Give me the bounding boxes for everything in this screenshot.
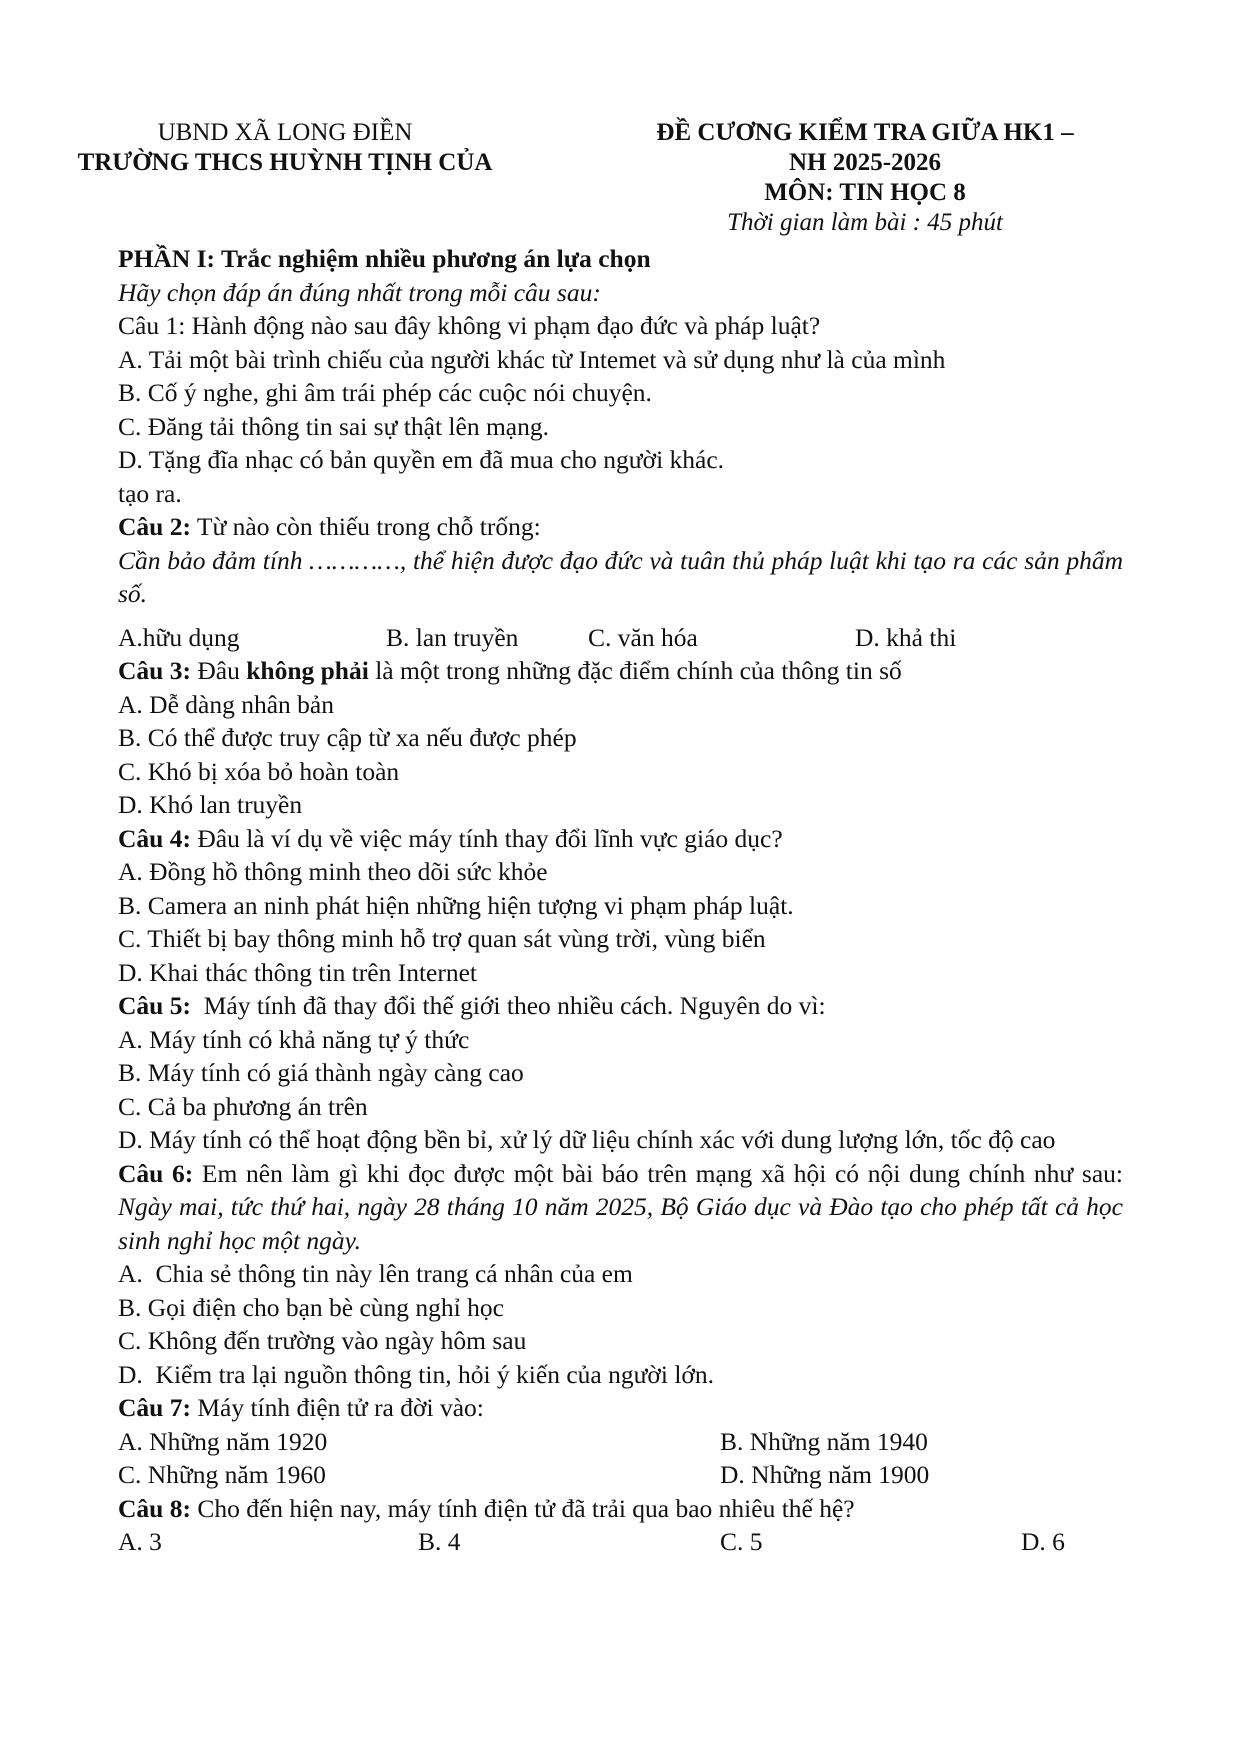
question-7 — [118, 1391, 1123, 1425]
document-body — [118, 242, 1123, 1559]
question-3 — [118, 654, 1123, 688]
question-6 — [118, 1157, 1123, 1258]
q2-options — [118, 621, 1123, 655]
q4-option-d: D. Khai thác thông tin trên Internet — [118, 957, 478, 987]
question-5 — [118, 989, 1123, 1023]
q3-option-b: B. Có thể được truy cập từ xa nếu được phép — [118, 723, 577, 752]
school-header — [60, 118, 510, 178]
q7-label: Câu 7: — [118, 1393, 191, 1422]
q4-option-c: C. Thiết bị bay thông minh hỗ trợ quan sát vùng trời, vùng biển — [118, 924, 766, 953]
q6-option-d: D. Kiểm tra lại nguồn thông tin, hỏi ý kiến của người lớn. — [118, 1359, 715, 1389]
school-year: NH 2025-2026 — [788, 149, 942, 176]
q1-extra-text: tạo ra. — [118, 478, 182, 508]
exam-title: ĐỀ CƯƠNG KIỂM TRA GIỮA HK1 – — [656, 119, 1074, 146]
section-title: PHẦN I: Trắc nghiệm nhiều phương án lựa chọn — [118, 244, 651, 273]
q8-text: Cho đến hiện nay, máy tính điện tử đã trải qua bao nhiêu thế hệ? — [190, 1493, 855, 1523]
q7-option-b: B. Những năm 1940 — [720, 1426, 928, 1456]
q6-option-a: A. Chia sẻ thông tin này lên trang cá nhân của em — [118, 1259, 633, 1288]
q1-option-c: C. Đăng tải thông tin sai sự thật lên mạng. — [118, 411, 549, 441]
section-instruction: Hãy chọn đáp án đúng nhất trong mỗi câu sau: — [118, 277, 601, 307]
q7-options-row-2 — [118, 1458, 1123, 1492]
q1-option-b: B. Cố ý nghe, ghi âm trái phép các cuộc nói chuyện. — [118, 378, 652, 407]
exam-header — [610, 118, 1120, 238]
q3-label: Câu 3: — [118, 656, 191, 685]
school-name: TRƯỜNG THCS HUỲNH TỊNH CỦA — [77, 149, 493, 176]
question-8 — [118, 1492, 1123, 1526]
q2-statement: Cần bảo đảm tính …………, thể hiện được đạo đức và tuân thủ pháp luật khi tạo ra các sản phẩm số. — [118, 545, 1123, 608]
q8-option-a: A. 3 — [118, 1527, 162, 1556]
subject: MÔN: TIN HỌC 8 — [764, 179, 966, 206]
commune-name: UBND XÃ LONG ĐIỀN — [157, 119, 413, 146]
q4-text: Đâu là ví dụ về việc máy tính thay đổi lĩnh vực giáo dục? — [190, 823, 783, 853]
question-1: Câu 1: Hành động nào sau đây không vi phạm đạo đức và pháp luật? — [118, 311, 821, 340]
q6-text: Em nên làm gì khi đọc được một bài báo trên mạng xã hội có nội dung chính như sau: — [193, 1158, 1124, 1188]
q4-option-a: A. Đồng hồ thông minh theo dõi sức khỏe — [118, 857, 548, 886]
q2-option-c: C. văn hóa — [588, 622, 698, 652]
q8-options — [118, 1525, 1123, 1559]
q5-option-d: D. Máy tính có thể hoạt động bền bỉ, xử lý dữ liệu chính xác với dung lượng lớn, tốc độ cao — [118, 1125, 1056, 1154]
exam-time: Thời gian làm bài : 45 phút — [727, 209, 1003, 236]
q3-emphasis: không phải — [246, 656, 369, 685]
q7-option-c: C. Những năm 1960 — [118, 1460, 326, 1489]
q6-quote: Ngày mai, tức thứ hai, ngày 28 tháng 10 năm 2025, Bộ Giáo dục và Đào tạo cho phép tất cả học sinh nghỉ học một ngày. — [118, 1192, 1123, 1255]
q7-text: Máy tính điện tử ra đời vào: — [190, 1393, 484, 1422]
q5-label: Câu 5: — [118, 991, 191, 1020]
q2-option-b: B. lan truyền — [386, 622, 519, 652]
q4-label: Câu 4: — [118, 823, 191, 853]
q6-label: Câu 6: — [118, 1158, 194, 1188]
q7-option-d: D. Những năm 1900 — [720, 1460, 930, 1489]
q2-text: Từ nào còn thiếu trong chỗ trống: — [190, 512, 541, 541]
q2-option-d: D. khả thi — [855, 622, 957, 652]
question-4 — [118, 822, 1123, 856]
q5-option-b: B. Máy tính có giá thành ngày càng cao — [118, 1058, 524, 1087]
q8-label: Câu 8: — [118, 1493, 191, 1523]
q5-option-a: A. Máy tính có khả năng tự ý thức — [118, 1024, 470, 1054]
q4-option-b: B. Camera an ninh phát hiện những hiện tượng vi phạm pháp luật. — [118, 890, 794, 920]
q7-options-row-1 — [118, 1425, 1123, 1459]
q5-text: Máy tính đã thay đổi thế giới theo nhiều cách. Nguyên do vì: — [190, 991, 826, 1020]
q1-option-d: D. Tặng đĩa nhạc có bản quyền em đã mua cho người khác. — [118, 445, 725, 474]
q8-option-c: C. 5 — [720, 1527, 763, 1556]
q5-option-c: C. Cả ba phương án trên — [118, 1091, 368, 1121]
q2-label: Câu 2: — [118, 512, 191, 541]
q3-text-pre: Đâu — [190, 656, 247, 685]
q3-option-d: D. Khó lan truyền — [118, 790, 303, 819]
question-2 — [118, 510, 1123, 544]
q3-option-a: A. Dễ dàng nhân bản — [118, 689, 334, 719]
q7-option-a: A. Những năm 1920 — [118, 1426, 328, 1456]
q6-option-c: C. Không đến trường vào ngày hôm sau — [118, 1326, 527, 1355]
q8-option-b: B. 4 — [418, 1527, 461, 1556]
q1-option-a: A. Tải một bài trình chiếu của người khác từ Intemet và sử dụng như là của mình — [118, 344, 946, 374]
q3-option-c: C. Khó bị xóa bỏ hoàn toàn — [118, 756, 400, 786]
q3-text-post: là một trong những đặc điểm chính của thông tin số — [368, 656, 902, 685]
q6-option-b: B. Gọi điện cho bạn bè cùng nghỉ học — [118, 1292, 504, 1322]
q8-option-d: D. 6 — [1021, 1527, 1065, 1556]
q2-option-a: A.hữu dụng — [118, 622, 240, 652]
